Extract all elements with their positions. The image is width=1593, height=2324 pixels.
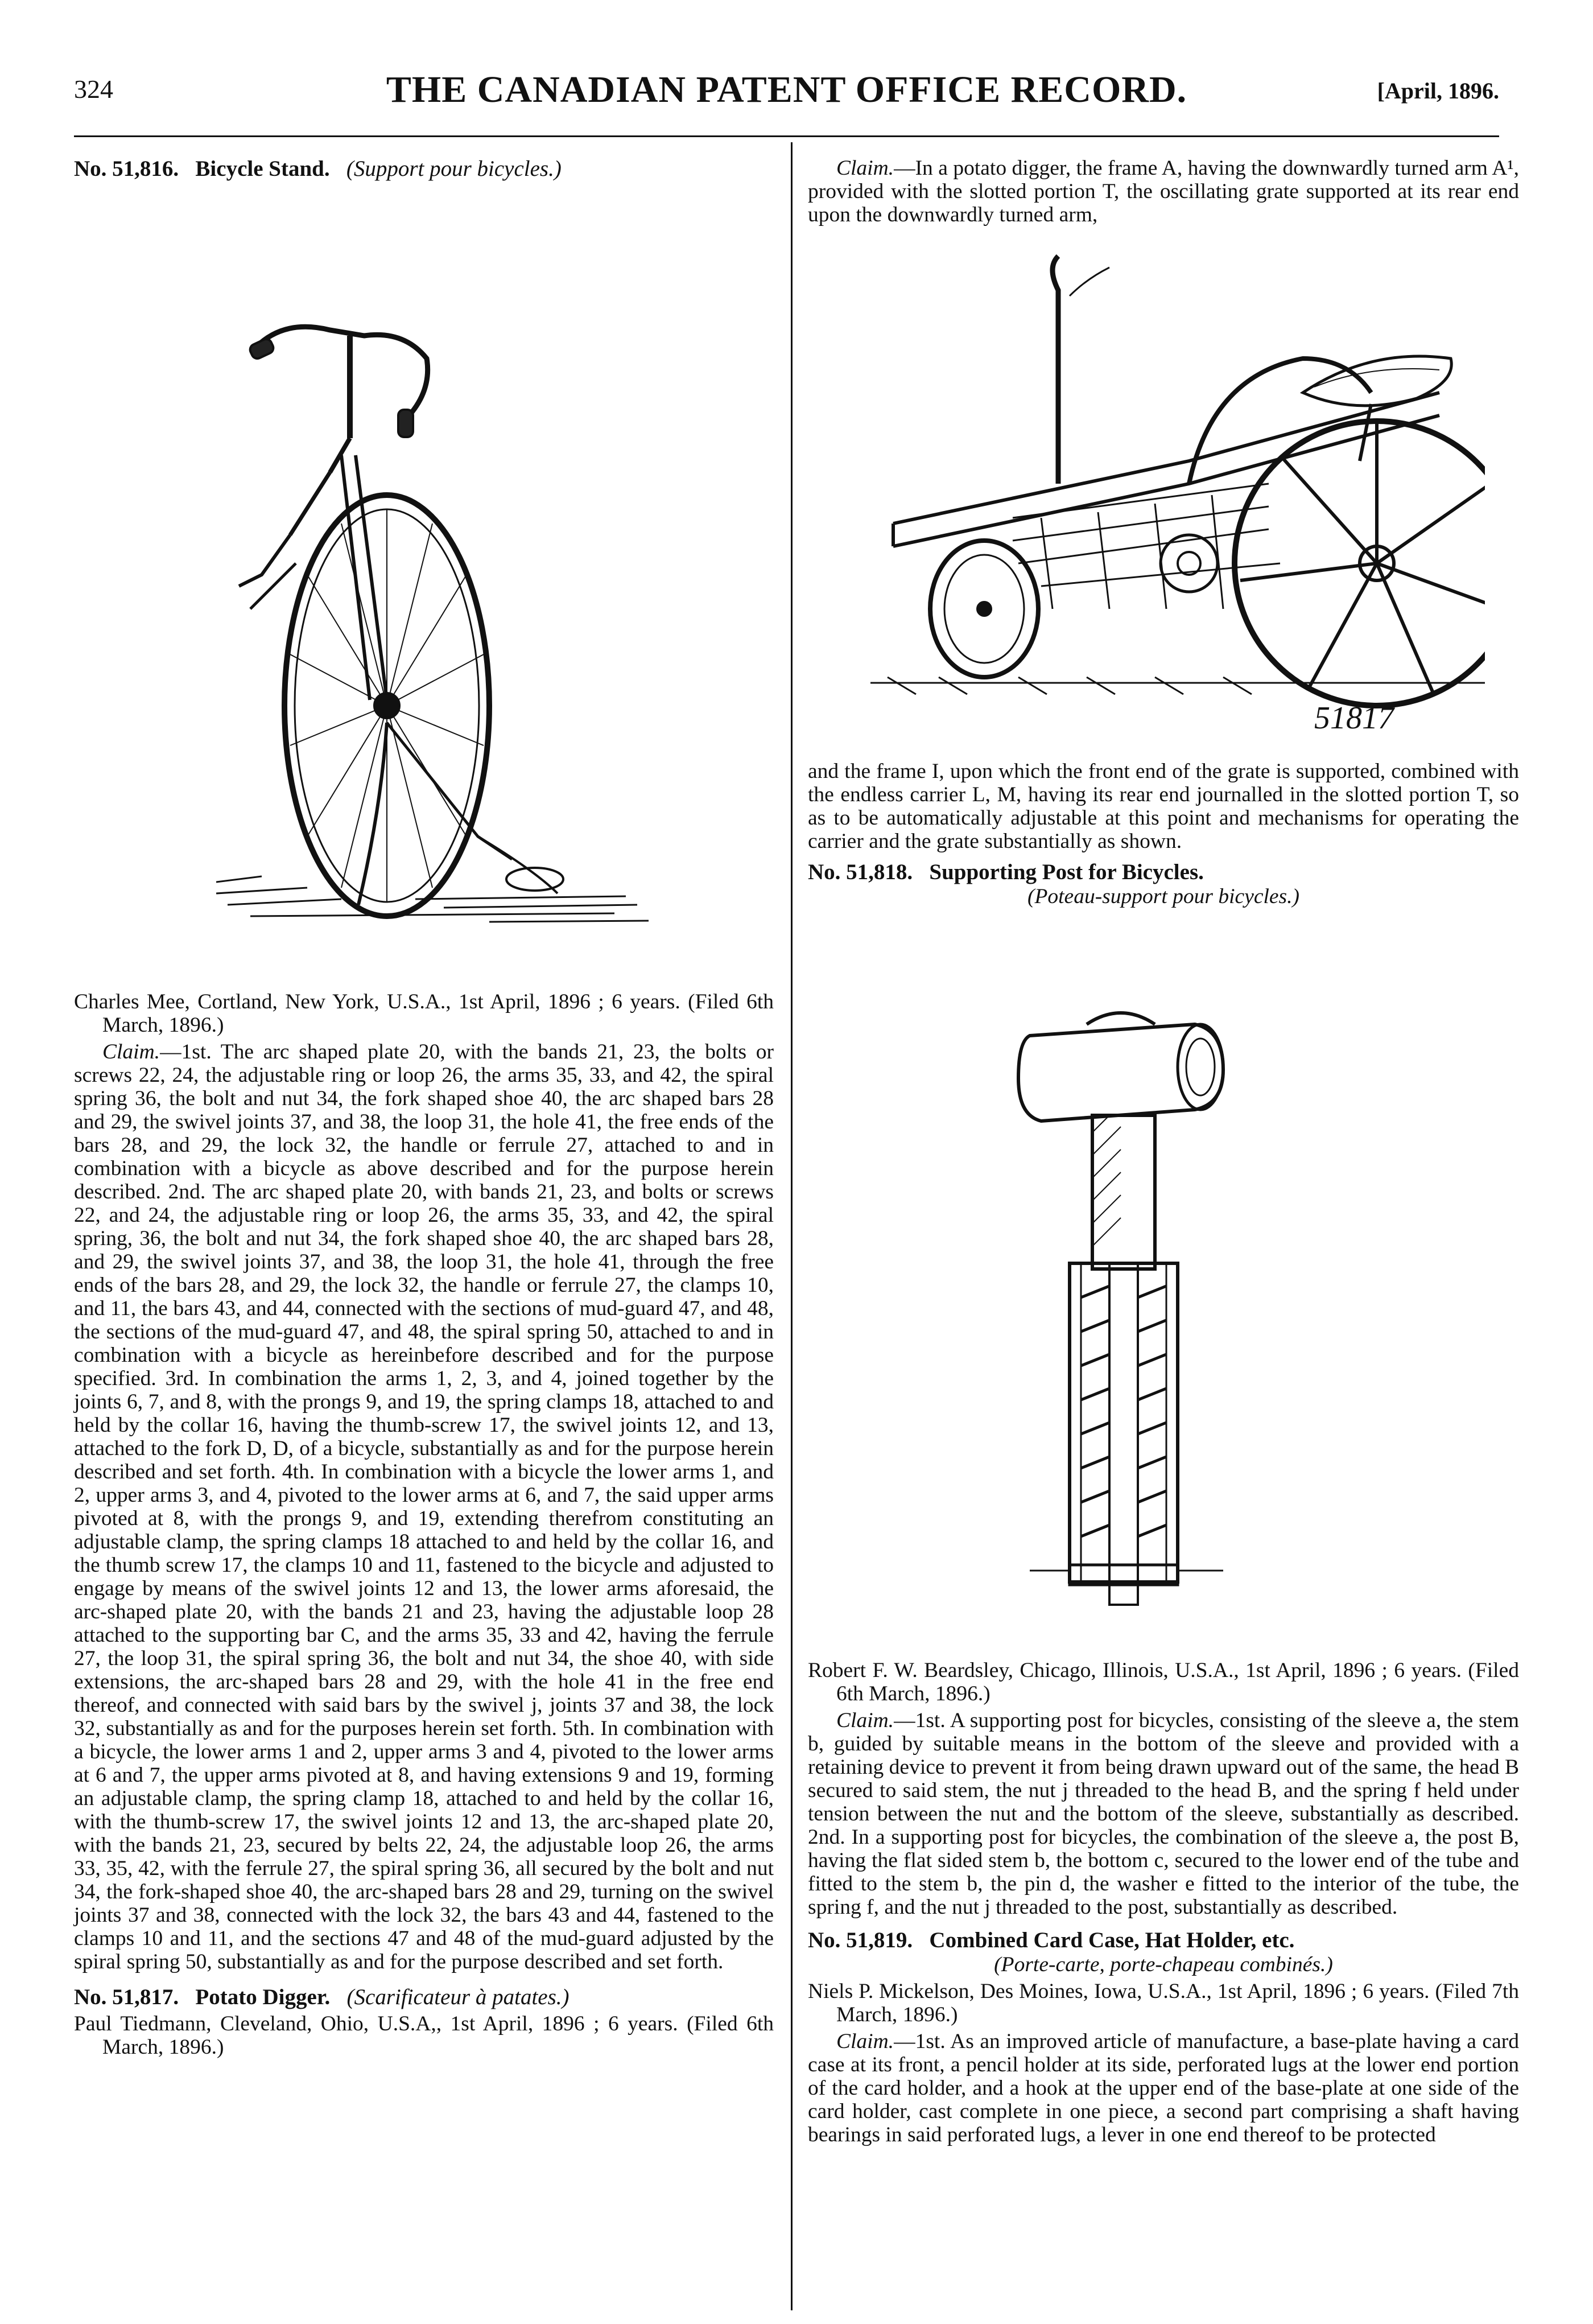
claim-text: —In a potato digger, the frame A, having the downwardly turned arm A¹, provided with the slotted portion T, the oscillating grate supported at its rear end upon the downwardly turned arm, — [808, 156, 1519, 226]
claim-text: —1st. As an improved article of manufacture, a base-plate having a card case at its front, a pencil holder at its side, perforated lugs at the lower end portion of the card holder, and a hook at the upper end of the base-plate at one side of the card holder, cast complete in one piece, a second part comprising a shaft having bearings in said perforated lugs, a lever in one end thereof to be protected — [808, 2030, 1519, 2146]
patent-claim-51817-part1 — [808, 156, 1519, 226]
claim-label: Claim. — [836, 2030, 894, 2053]
page-title: THE CANADIAN PATENT OFFICE RECORD. — [386, 69, 1187, 110]
patent-title: Combined Card Case, Hat Holder, etc. — [929, 1928, 1295, 1952]
left-column-body — [74, 990, 774, 2062]
patent-heading-51819 — [808, 1928, 1519, 1953]
issue-date: [April, 1896. — [1377, 78, 1499, 104]
page-header — [74, 69, 1499, 120]
patent-number: No. 51,818. — [808, 860, 913, 884]
patent-french-title-51819: (Porte-carte, porte-chapeau combinés.) — [994, 1953, 1333, 1976]
column-divider — [791, 142, 793, 2310]
right-column-bottom — [808, 1659, 1519, 2150]
claim-text: —1st. A supporting post for bicycles, consisting of the sleeve a, the stem b, guided by suitable means in the bottom of the sleeve and provided with a retaining device to prevent it from being drawn upward out of the same, the head B secured to said stem, the nut j threaded to the head B, and the spring f held under tension between the nut and the bottom of the sleeve, substantially as described. 2nd. In a supporting post for bicycles, the combination of the sleeve a, the post B, having the flat sided stem b, the bottom c, secured to the lower end of the tube and fitted to the stem b, the pin d, the washer e fitted to the interior of the tube, the spring f, and the nut j threaded to the post, substantially as described. — [808, 1709, 1519, 1919]
patent-heading-51818 — [808, 860, 1519, 885]
claim-text: —1st. The arc shaped plate 20, with the bands 21, 23, the bolts or screws 22, 24, the adjustable ring or loop 26, the arms 35, 33, and 42, the spiral spring 36, the bolt and nut 34, the fork shaped shoe 40, the arc shaped bars 28 and 29, the swivel joints 37, and 38, the loop 31, the hole 41, the free ends of the bars 28, and 29, the lock 32, the handle or ferrule 27, attached to and in combination with a bicycle as above described and for the purpose herein described. 2nd. The arc shaped plate 20, with bands 21, 23, and bolts or screws 22, and 24, the adjustable ring or loop 26, the arms 35, 33, and 42, the spiral spring, 36, the bolt and nut 34, the fork shaped shoe 40, the arc shaped bars 28, and 29, the swivel joints 37, and 38, the loop 31, the hole 41, through the free ends of the bars 28, and 29, the lock 32, the handle or ferrule 27, the clamps 10, and 11, the bars 43, and 44, connected with the sections of mud-guard 47, and 48, the sections of the mud-guard 47, and 48, the spiral spring 50, attached to and in combination with a bicycle as hereinbefore described and for the purpose specified. 3rd. In combination the arms 1, 2, 3, and 4, joined together by the joints 6, 7, and 8, with the prongs 9, and 19, the spring clamps 18, attached to and held by the collar 16, having the thumb-screw 17, the swivel joints 12, and 13, attached to the fork D, D, of a bicycle, substantially as and for the purpose herein described and set forth. 4th. In combination with a bicycle the lower arms 1, and 2, upper arms 3, and 4, pivoted to the lower arms at 6, and 7, the said upper arms pivoted at 8, with the prongs 9, and 19, extending therefrom constituting an adjustable clamp, the spring clamps 18 attached to and held by the collar 16, and the thumb screw 17, the clamps 10 and 11, fastened to the bicycle and adjusted to engage by means of the swivel joints 12 and 13, the lower arms aforesaid, the arc-shaped plate 20, with the bands 21 and 23, having the adjustable loop 28 attached to the supporting bar C, and the arms 35, 33 and 42, having the ferrule 27, the loop 31, the spiral spring 36, the bolt and nut 34, the shoe 40, with side extensions, the arc-shaped bars 28 and 29, with the hole 41 in the free end thereof, and connected with said bars by the swivel j, joints 37 and 38, the lock 32, substantially as and for the purposes herein set forth. 5th. In combination with a bicycle, the lower arms 1 and 2, upper arms 3 and 4, pivoted to the lower arms at 6 and 7, the upper arms pivoted at 8, and having extensions 9 and 19, forming an adjustable clamp, the spring clamp 18, attached to and held by the collar 16, with the thumb-screw 17, the swivel joints 12 and 13, the arc-shaped plate 20, with the bands 21, 23, secured by belts 22, 24, the adjustable loop 26, the arms 33, 35, 42, with the ferrule 27, the spiral spring 36, all secured by the bolt and nut 34, the fork-shaped shoe 40, the arc-shaped bars 28 and 29, turning on the swivel joints 37 and 38, connected with the lock 32, the bars 43 and 44, fastened to the clamps 10 and 11, and the sections 47 and 48 of the mud-guard adjusted by the spiral spring 50, substantially as and for the purpose described and set forth. — [74, 1040, 774, 1973]
patent-french-title: (Scarificateur à patates.) — [346, 1985, 569, 2009]
patent-claim-51818 — [808, 1709, 1519, 1919]
header-rule — [74, 135, 1499, 137]
patent-heading-51817 — [74, 1985, 774, 2010]
patent-inventor-51816: Charles Mee, Cortland, New York, U.S.A., 1st April, 1896 ; 6 years. (Filed 6th March, 1896.) — [74, 990, 774, 1037]
claim-label: Claim. — [836, 1709, 894, 1732]
patent-claim-51819 — [808, 2030, 1519, 2146]
claim-label: Claim. — [102, 1040, 160, 1064]
page-number: 324 — [74, 75, 113, 104]
patent-claim-51817-part2: and the frame I, upon which the front end of the grate is supported, combined with the endless carrier L, M, having its rear end journalled in the slotted portion T, so as to be automatically adjustable at this point and mechanisms for operating the carrier and the grate substantially as shown. — [808, 760, 1519, 853]
patent-inventor-51819: Niels P. Mickelson, Des Moines, Iowa, U.S.A., 1st April, 1896 ; 6 years. (Filed 7th March, 1896.) — [808, 1980, 1519, 2026]
figure-number: 51817 — [1314, 701, 1394, 736]
patent-french-title: (Support pour bicycles.) — [346, 156, 562, 181]
bicycle-stand-figure — [216, 267, 649, 928]
patent-heading-51816 — [74, 156, 774, 182]
supporting-post-figure — [1007, 990, 1269, 1633]
right-column-middle — [808, 760, 1519, 912]
patent-title: Supporting Post for Bicycles. — [929, 860, 1204, 884]
left-column-top — [74, 156, 774, 184]
patent-inventor-51817: Paul Tiedmann, Cleveland, Ohio, U.S.A,, 1st April, 1896 ; 6 years. (Filed 6th March, 1896.) — [74, 2012, 774, 2059]
patent-number: No. 51,816. — [74, 156, 179, 181]
right-column-top — [808, 156, 1519, 230]
patent-number: No. 51,819. — [808, 1928, 913, 1952]
claim-label: Claim. — [836, 156, 894, 180]
patent-inventor-51818: Robert F. W. Beardsley, Chicago, Illinois, U.S.A., 1st April, 1896 ; 6 years. (Filed 6th March, 1896.) — [808, 1659, 1519, 1705]
patent-title: Bicycle Stand. — [195, 156, 330, 181]
patent-title: Potato Digger. — [195, 1985, 331, 2009]
potato-digger-figure — [870, 245, 1485, 745]
patent-french-title-51818: (Poteau-support pour bicycles.) — [1027, 885, 1299, 908]
patent-claim-51816 — [74, 1040, 774, 1973]
patent-number: No. 51,817. — [74, 1985, 179, 2009]
